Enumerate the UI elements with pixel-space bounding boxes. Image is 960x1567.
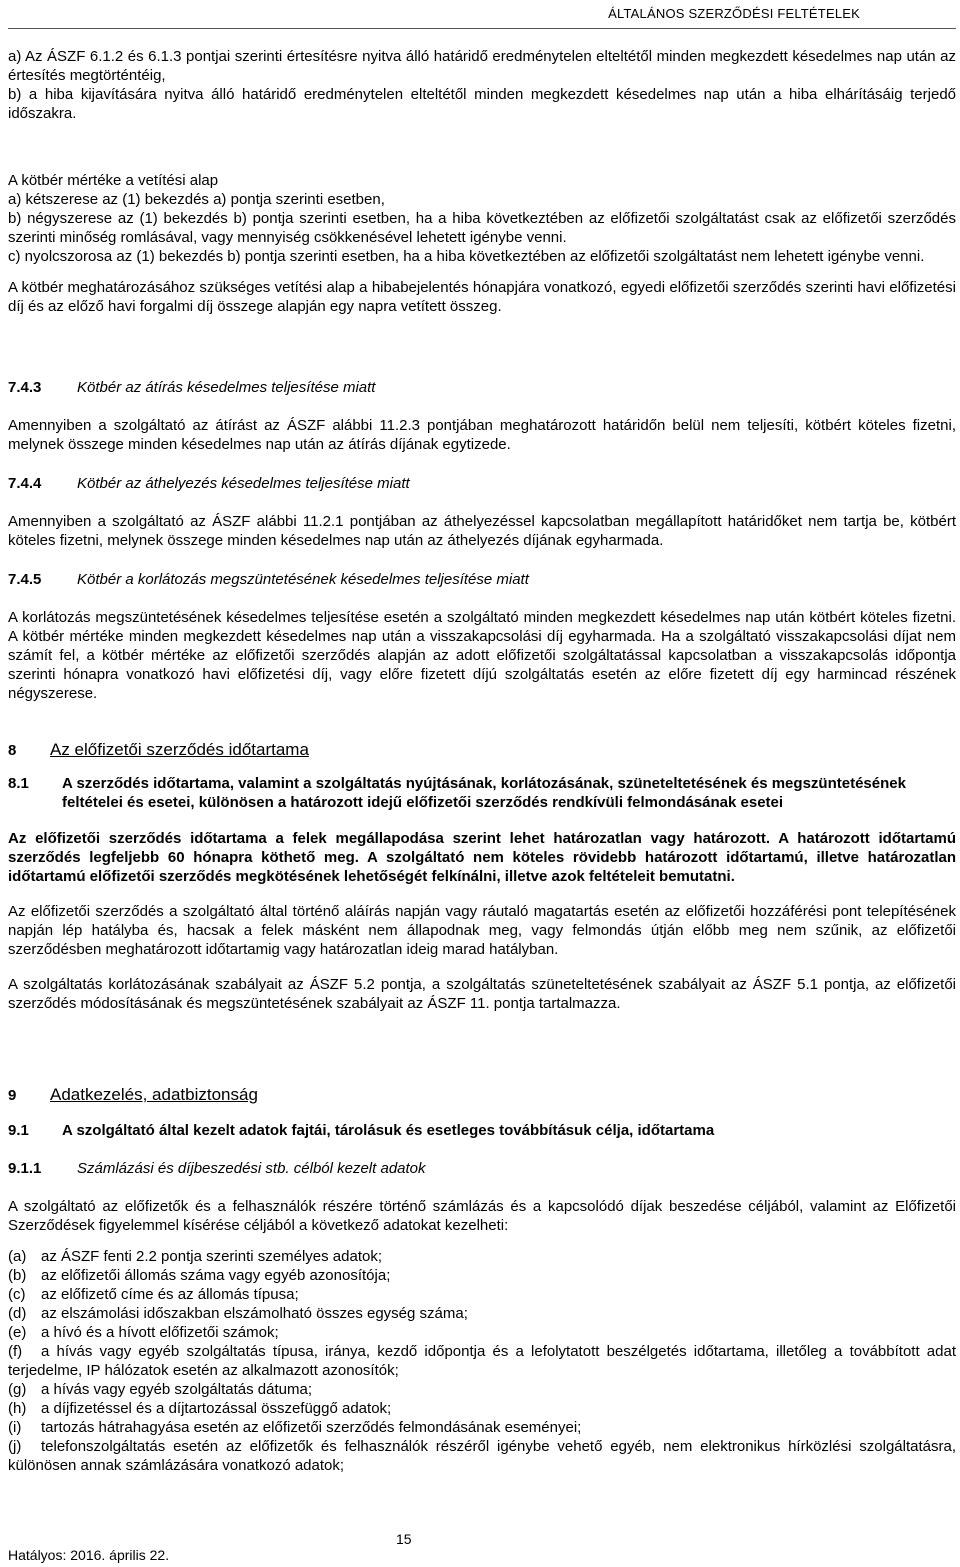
- header-divider: [8, 28, 956, 29]
- base-block: [8, 171, 956, 316]
- section-number: 7.4.4: [8, 475, 42, 492]
- subsection-heading: [8, 1121, 956, 1140]
- chapter-heading: [8, 1085, 956, 1105]
- list-item: (i) tartozás hátrahagyása esetén az előfizetői szerződés felmondásának eseményei;: [8, 1419, 582, 1436]
- subsection-title: A szolgáltató által kezelt adatok fajtái, tárolásuk és esetleges továbbításuk célja, időtartama: [62, 1122, 715, 1139]
- list-item: (g) a hívás vagy egyéb szolgáltatás dátuma;: [8, 1381, 312, 1398]
- intro-paragraph: A szolgáltató az előfizetők és a felhasználók részére történő számlázás és a kapcsolódó díjak beszedése céljából, valamint az Előfizetői Szerződések figyelemmel kísérése céljából a következő adatokat kezelheti:: [8, 1198, 956, 1234]
- subsubsection-number: 9.1.1: [8, 1160, 42, 1177]
- bold-paragraph: Az előfizetői szerződés időtartama a felek megállapodása szerint lehet határozatlan vagy határozott. A határozott időtartamú szerződés legfeljebb 60 hónapra köthető meg. A szolgáltató nem köteles rövidebb határozott időtartamú, illetve határozatlan időtartamú előfizetői szerződés megkötésének lehetőségét felkínálni, illetve azok feltételeit bemutatni.: [8, 830, 956, 885]
- section-8: [8, 740, 956, 1013]
- chapter-title: Adatkezelés, adatbiztonság: [50, 1085, 258, 1104]
- section-7-4-4: [8, 474, 956, 550]
- section-heading: [8, 474, 956, 493]
- base-b: b) négyszerese az (1) bekezdés b) pontja szerinti esetben, ha a hiba következtében az előfizetői szolgáltatást csak az előfizetői szerződés szerinti minőség romlásával, vagy mennyiség csökkenésével lehetett igénybe venni.: [8, 210, 956, 246]
- section-text: Amennyiben a szolgáltató az átírást az ÁSZF alábbi 11.2.3 pontjában meghatározott határidőn belül nem teljesíti, kötbért köteles fizetni, melynek összege minden késedelmes nap után az átírás díjának egytizede.: [8, 417, 956, 453]
- base-title: A kötbér mértéke a vetítési alap: [8, 172, 219, 189]
- base-para: A kötbér meghatározásához szükséges vetítési alap a hibabejelentés hónapjára vonatkozó, egyedi előfizetői szerződés szerinti havi előfizetési díj és az előző havi forgalmi díj összege alapján egy napra vetített összeg.: [8, 279, 956, 315]
- section-number: 7.4.3: [8, 379, 42, 396]
- subsection-title: A szerződés időtartama, valamint a szolgáltatás nyújtásának, korlátozásának, szüneteltetésének és megszüntetésének feltételei és esetei, különösen a határozott idejű előfizetői szerződés rendkívüli felmondásának esetei: [62, 775, 906, 811]
- section-heading: [8, 378, 956, 397]
- list-item: (j) telefonszolgáltatás esetén az előfizetők és felhasználók részéről igénybe vehető egyéb, nem elektronikus hírközlési szolgáltatásra, különösen annak számlázására vonatkozó adatok;: [8, 1438, 956, 1474]
- section-heading: [8, 570, 956, 589]
- intro-b: b) a hiba kijavítására nyitva álló határidő eredménytelen elteltétől minden megkezdett késedelmes nap után a hiba elhárításáig terjedő időszakra.: [8, 86, 956, 122]
- document-header: ÁLTALÁNOS SZERZŐDÉSI FELTÉTELEK: [608, 6, 860, 21]
- list-item: (f) a hívás vagy egyéb szolgáltatás típusa, iránya, kezdő időpontja és a lefolytatott beszélgetés időtartama, illetőleg a továbbított adat terjedelme, IP hálózatok esetén az alkalmazott azonosítók;: [8, 1343, 956, 1379]
- paragraph: Az előfizetői szerződés a szolgáltató által történő aláírás napján vagy ráutaló magatartás esetén az előfizetői hozzáférési pont telepítésének napján lép hatályba és, hacsak a felek másként nem állapodnak meg, vagy felmondás útján előbb meg nem szűnik, az előfizetői szerződésben meghatározott időtartamig vagy határozatlan ideig marad hatályban.: [8, 903, 956, 958]
- paragraph: A szolgáltatás korlátozásának szabályait az ÁSZF 5.2 pontja, a szolgáltatás szüneteltetésének szabályait az ÁSZF 5.1 pontja, az előfizetői szerződés módosításának és megszüntetésének szabályait az ÁSZF 11. pontja tartalmazza.: [8, 976, 956, 1012]
- intro-a: a) Az ÁSZF 6.1.2 és 6.1.3 pontjai szerinti értesítésre nyitva álló határidő eredménytelen elteltétől minden megkezdett késedelmes nap után az értesítés megtörténtéig,: [8, 48, 956, 84]
- list-item: (h) a díjfizetéssel és a díjtartozással összefüggő adatok;: [8, 1400, 392, 1417]
- subsection-number: 8.1: [8, 775, 29, 792]
- chapter-number: 8: [8, 742, 17, 759]
- list-item: (c) az előfizető címe és az állomás típusa;: [8, 1286, 299, 1303]
- base-a: a) kétszerese az (1) bekezdés a) pontja szerinti esetben,: [8, 191, 385, 208]
- chapter-title: Az előfizetői szerződés időtartama: [50, 740, 309, 759]
- list-item: (a) az ÁSZF fenti 2.2 pontja szerinti személyes adatok;: [8, 1248, 382, 1265]
- subsection-number: 9.1: [8, 1122, 29, 1139]
- data-list: [8, 1247, 956, 1475]
- page-number: 15: [396, 1531, 412, 1547]
- subsubsection-heading: [8, 1159, 956, 1178]
- intro-block: [8, 47, 956, 123]
- list-item: (d) az elszámolási időszakban elszámolható összes egység száma;: [8, 1305, 468, 1322]
- section-7-4-5: [8, 570, 956, 703]
- section-title: Kötbér a korlátozás megszüntetésének késedelmes teljesítése miatt: [77, 571, 529, 588]
- subsection-heading: [8, 774, 956, 812]
- section-text: Amennyiben a szolgáltató az ÁSZF alábbi 11.2.1 pontjában az áthelyezéssel kapcsolatban megállapított határidőket nem tartja be, kötbért köteles fizetni, melynek összege minden késedelmes nap után az áthelyezés díjának egyharmada.: [8, 513, 956, 549]
- list-item: (b) az előfizetői állomás száma vagy egyéb azonosítója;: [8, 1267, 391, 1284]
- section-7-4-3: [8, 378, 956, 454]
- section-number: 7.4.5: [8, 571, 42, 588]
- base-c: c) nyolcszorosa az (1) bekezdés b) pontja szerinti esetben, ha a hiba következtében az előfizetői szolgáltatást nem lehetett igénybe venni.: [8, 248, 925, 265]
- section-text: A korlátozás megszüntetésének késedelmes teljesítése esetén a szolgáltató minden megkezdett késedelmes nap után kötbért köteles fizetni. A kötbér mértéke minden megkezdett késedelmes nap után a visszakapcsolási díj egyharmada. Ha a szolgáltató visszakapcsolási díjat nem számít fel, a kötbér mértéke az előfizetői szerződés alapján az adott előfizetői szolgáltatással kapcsolatban a visszakapcsolás időpontja szerinti hónapra vonatkozó havi előfizetési díj, vagy előre fizetett díjú szolgáltatás esetén az előre fizetett díj egy harmincad részének négyszerese.: [8, 609, 956, 702]
- section-9: [8, 1085, 956, 1475]
- subsubsection-title: Számlázási és díjbeszedési stb. célból kezelt adatok: [77, 1160, 426, 1177]
- list-item: (e) a hívó és a hívott előfizetői számok;: [8, 1324, 279, 1341]
- chapter-number: 9: [8, 1087, 17, 1104]
- section-title: Kötbér az áthelyezés késedelmes teljesítése miatt: [77, 475, 410, 492]
- effective-date: Hatályos: 2016. április 22.: [8, 1547, 170, 1563]
- section-title: Kötbér az átírás késedelmes teljesítése miatt: [77, 379, 376, 396]
- chapter-heading: [8, 740, 956, 760]
